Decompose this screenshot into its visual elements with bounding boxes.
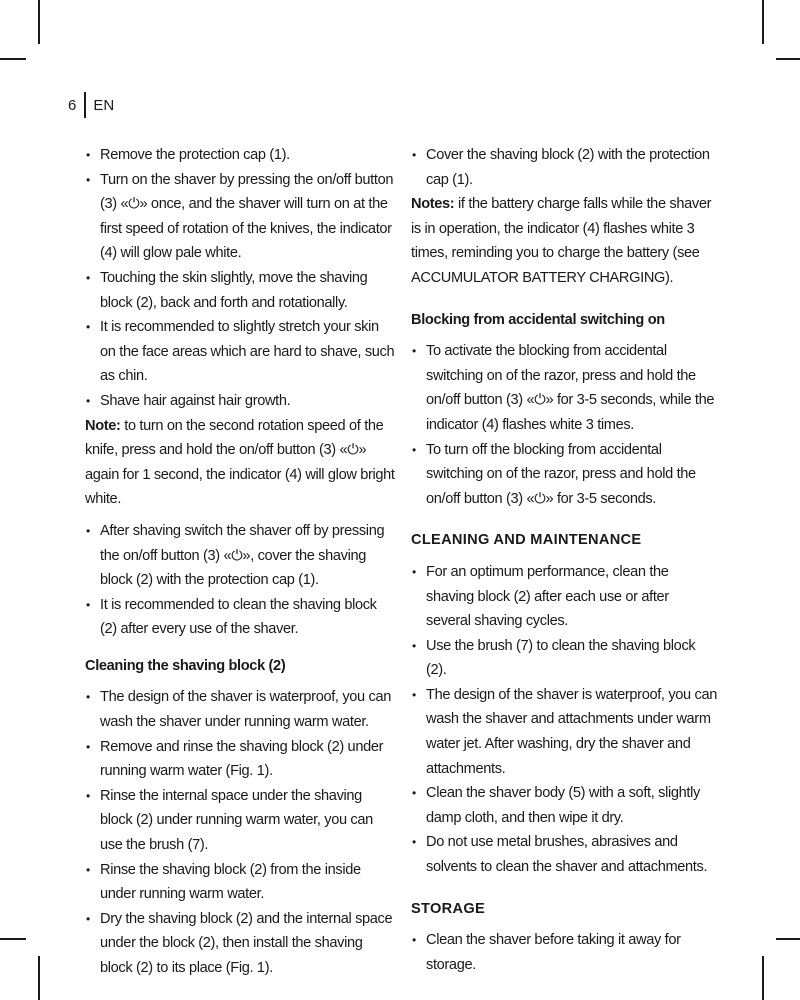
list-item [85,315,397,389]
usage-steps-list [85,143,397,414]
list-item-text: Dry the shaving block (2) and the internal space under the block (2), then install the shaving block (2) to its place (Fig. 1). [100,910,393,976]
bullet-icon: • [412,442,416,457]
list-item [85,168,397,266]
list-item-text: Rinse the shaving block (2) from the inside under running warm water. [100,861,361,903]
list-item [85,858,397,907]
bullet-icon: • [86,320,90,335]
list-item [411,438,717,512]
bullet-icon: • [412,933,416,948]
bullet-icon: • [86,739,90,754]
list-item-text: Touching the skin slightly, move the shaving block (2), back and forth and rotationally. [100,269,368,311]
crop-mark-top-right-v [762,0,764,44]
list-item-text: For an optimum performance, clean the shaving block (2) after each use or after several shaving cycles. [426,563,669,630]
list-item [85,143,397,168]
cover-list [411,143,717,192]
crop-mark-bottom-right-v [762,956,764,1000]
blocking-list [411,339,717,511]
crop-mark-bottom-left-h [0,938,26,940]
bullet-icon: • [86,690,90,705]
list-item-text: Rinse the internal space under the shaving block (2) under running warm water, you can use the brush (7). [100,787,373,854]
list-item [85,389,397,414]
list-item-text: Shave hair against hair growth. [100,392,291,409]
list-item [85,266,397,315]
page-header [68,92,114,118]
crop-mark-top-left-h [0,58,26,60]
heading-blocking: Blocking from accidental switching on [411,311,665,328]
bullet-icon: • [412,638,416,653]
list-item-text: Use the brush (7) to clean the shaving block (2). [426,637,696,679]
list-item [411,683,717,781]
list-item-text: Clean the shaver body (5) with a soft, slightly damp cloth, and then wipe it dry. [426,785,700,826]
list-item-text: Remove the protection cap (1). [100,147,290,163]
bullet-icon: • [412,148,416,162]
bullet-icon: • [86,523,90,538]
after-shaving-list [85,519,397,642]
crop-mark-bottom-left-v [38,956,40,1000]
heading-cleaning-maintenance: CLEANING AND MAINTENANCE [411,532,642,549]
speed-note [85,414,397,512]
list-item [85,784,397,858]
bullet-icon: • [86,597,90,612]
list-item [411,560,717,634]
bullet-icon: • [412,344,416,359]
list-item-text: Remove and rinse the shaving block (2) under running warm water (Fig. 1). [100,738,384,780]
note-label: Note: [85,417,121,434]
bullet-icon: • [86,788,90,803]
crop-mark-bottom-right-h [776,938,800,940]
bullet-icon: • [412,786,416,801]
list-item [411,634,717,683]
list-item-text: Do not use metal brushes, abrasives and solvents to clean the shaver and attachments. [426,834,708,876]
list-item [85,593,397,642]
page-number: 6 [68,96,77,114]
bullet-icon: • [86,148,90,162]
cleaning-block-list [85,685,397,980]
list-item-text: To turn off the blocking from accidental switching on of the razor, press and hold the on/off button (3) «⏻» for 3-5 seconds. [426,441,696,507]
bullet-icon: • [412,564,416,579]
list-item [85,685,397,734]
list-item [411,781,717,830]
list-item [411,143,717,192]
storage-list [411,928,717,977]
language-code: EN [93,96,115,114]
bullet-icon: • [86,393,90,408]
bullet-icon: • [86,270,90,285]
heading-storage: STORAGE [411,900,485,917]
note-text: to turn on the second rotation speed of the knife, press and hold the on/off button (3) «⏻» again for 1 second, the indicator (4) will glow bright white. [85,417,395,508]
bullet-icon: • [412,835,416,850]
list-item-text: Cover the shaving block (2) with the protection cap (1). [426,147,710,188]
bullet-icon: • [86,911,90,926]
crop-mark-top-left-v [38,0,40,44]
right-column [411,143,717,977]
list-item-text: Turn on the shaver by pressing the on/off button (3) «⏻» once, and the shaver will turn on at the first speed of rotation of the knives, the indicator (4) will glow pale white. [100,171,394,262]
list-item [85,907,397,981]
list-item-text: Clean the shaver before taking it away for storage. [426,932,681,973]
battery-note [411,192,717,290]
list-item-text: It is recommended to slightly stretch your skin on the face areas which are hard to shave, such as chin. [100,319,395,385]
list-item-text: To activate the blocking from accidental switching on of the razor, press and hold the on/off button (3) «⏻» for 3-5 seconds, while the indicator (4) flashes white 3 times. [426,343,715,433]
list-item-text: After shaving switch the shaver off by pressing the on/off button (3) «⏻», cover the shaving block (2) with the protection cap (1). [100,522,385,589]
maintenance-list [411,560,717,880]
bullet-icon: • [86,862,90,877]
list-item [411,928,717,977]
list-item [411,339,717,437]
left-column [85,143,397,981]
list-item-text: The design of the shaver is waterproof, you can wash the shaver and attachments under warm water jet. After washing, dry the shaver and attachments. [426,686,718,777]
notes-text: if the battery charge falls while the shaver is in operation, the indicator (4) flashes white 3 times, reminding you to charge the battery (see ACCUMULATOR BATTERY CHARGING). [411,196,712,286]
list-item-text: The design of the shaver is waterproof, you can wash the shaver under running warm water. [100,689,392,731]
crop-mark-top-right-h [776,58,800,60]
list-item-text: It is recommended to clean the shaving block (2) after every use of the shaver. [100,596,377,638]
bullet-icon: • [412,687,416,702]
bullet-icon: • [86,172,90,187]
list-item [85,735,397,784]
list-item [85,519,397,593]
notes-label: Notes: [411,196,455,213]
heading-cleaning-block: Cleaning the shaving block (2) [85,657,286,674]
list-item [411,830,717,879]
